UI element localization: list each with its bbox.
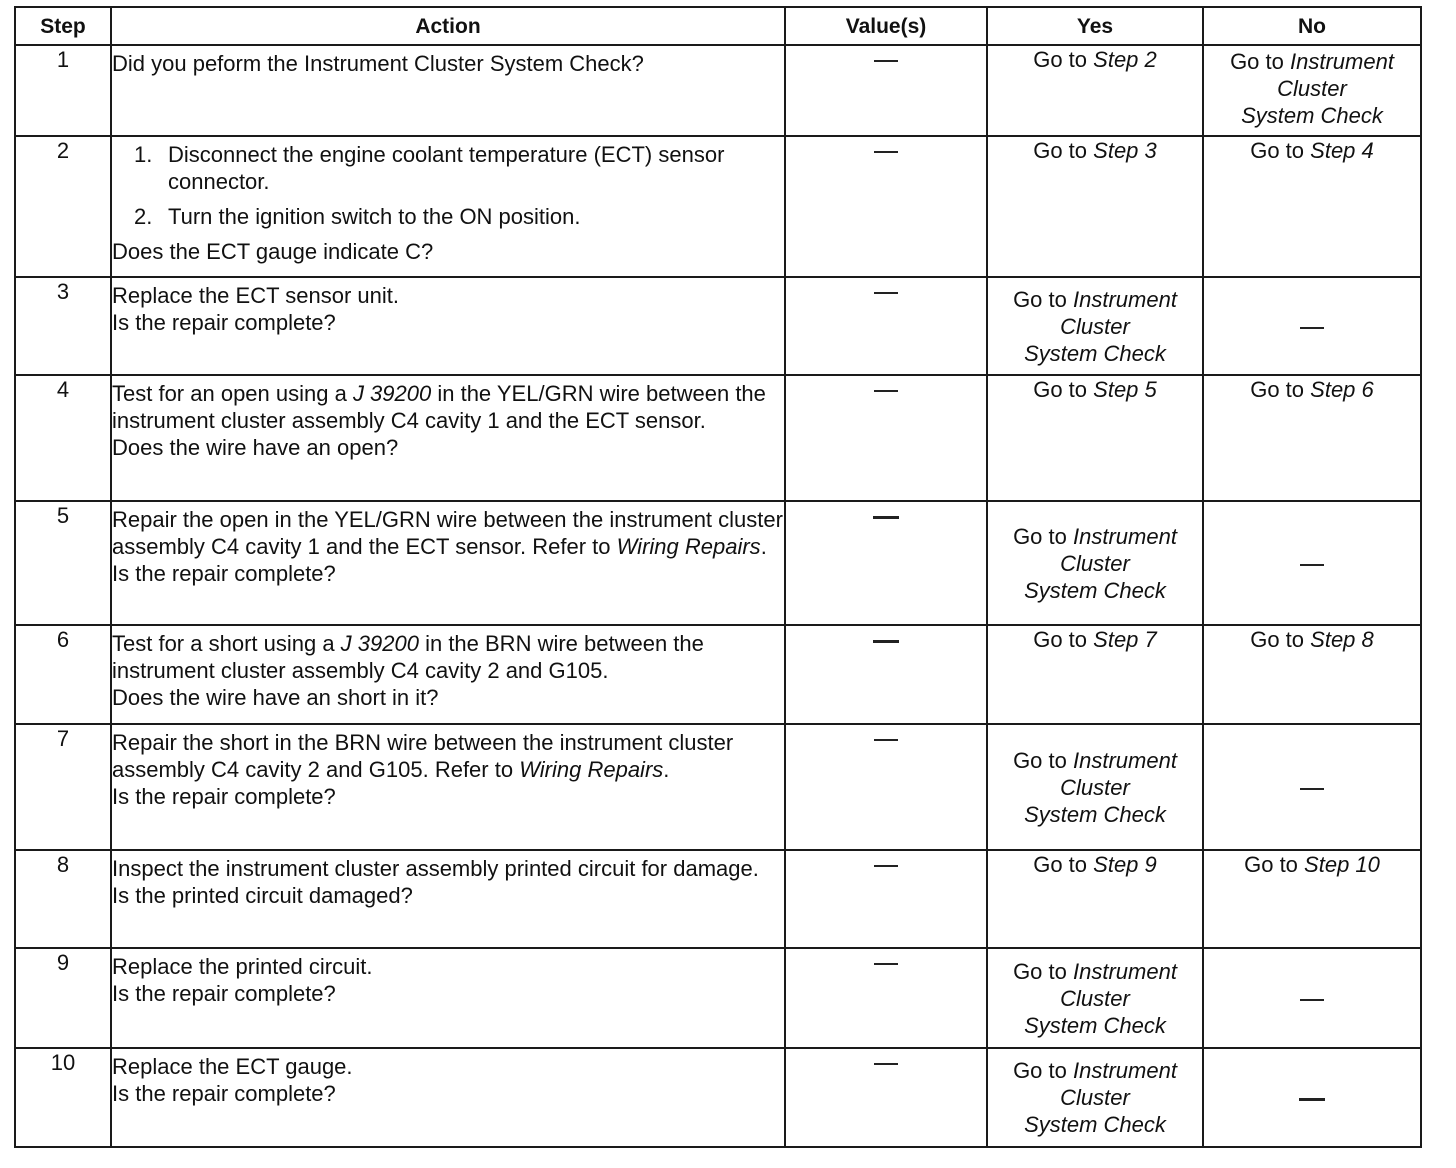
header-row: [15, 7, 1421, 45]
action-text-part: Test for a short using a: [112, 631, 341, 656]
yes-cell: [987, 625, 1203, 724]
goto-label: Go to: [1033, 627, 1088, 652]
action-cell: [111, 45, 785, 136]
table-row: [15, 625, 1421, 724]
no-cell: [1203, 724, 1421, 850]
goto-label: Go to: [1033, 138, 1088, 163]
step-number: 10: [15, 1048, 111, 1147]
goto-cluster[interactable]: Cluster: [1060, 1085, 1130, 1110]
action-text-part: Repair the open in the YEL/GRN wire between the instrument cluster assembly C4 cavity 1 and the ECT sensor. Refer to: [112, 507, 783, 559]
list-item: [134, 203, 784, 230]
dash-mark: [874, 739, 898, 741]
dash-mark: [1300, 327, 1324, 329]
table-row: [15, 850, 1421, 948]
goto-label: Go to: [1250, 377, 1305, 402]
value-cell: [785, 45, 987, 136]
goto-system-check[interactable]: System Check: [1024, 1112, 1166, 1137]
action-cell: [111, 375, 785, 501]
list-item: [134, 141, 784, 195]
action-question: Does the wire have an open?: [112, 435, 399, 460]
no-cell: [1203, 625, 1421, 724]
action-text: Did you peform the Instrument Cluster System Check?: [112, 51, 644, 76]
action-question: Is the repair complete?: [112, 561, 336, 586]
dash-mark: [874, 60, 898, 62]
action-question: Is the repair complete?: [112, 981, 336, 1006]
dash-mark: [874, 151, 898, 153]
goto-cluster[interactable]: Cluster: [1060, 313, 1130, 339]
goto-label: Go to: [1033, 377, 1088, 402]
yes-cell: [987, 948, 1203, 1048]
goto-label: Go to: [1250, 138, 1305, 163]
goto-label: Go to: [1013, 958, 1067, 984]
goto-instrument[interactable]: Instrument: [1073, 1058, 1177, 1083]
step-number: 5: [15, 501, 111, 625]
dash-mark: [874, 390, 898, 392]
no-cell: [1203, 375, 1421, 501]
goto-label: Go to: [1013, 1058, 1067, 1083]
dash-mark: [874, 292, 898, 294]
yes-cell: [987, 375, 1203, 501]
goto-system-check[interactable]: System Check: [1241, 103, 1383, 128]
value-cell: [785, 1048, 987, 1147]
goto-instrument[interactable]: Instrument: [1073, 286, 1177, 312]
action-cell: [111, 625, 785, 724]
tool-ref: J 39200: [352, 381, 432, 406]
wiring-repairs-link[interactable]: Wiring Repairs: [616, 534, 761, 559]
goto-cluster[interactable]: Cluster: [1060, 985, 1130, 1011]
value-cell: [785, 948, 987, 1048]
table-row: [15, 724, 1421, 850]
goto-step-link[interactable]: Step 8: [1310, 627, 1374, 652]
goto-instrument[interactable]: Instrument: [1290, 49, 1394, 74]
header-values: Value(s): [785, 7, 987, 45]
action-text-part: .: [663, 757, 670, 782]
goto-step-link[interactable]: Step 2: [1093, 47, 1157, 72]
goto-label: Go to: [1013, 523, 1067, 549]
yes-cell: [987, 724, 1203, 850]
tool-ref: J 39200: [340, 631, 419, 656]
list-text: Disconnect the engine coolant temperature (ECT) sensor connector.: [168, 142, 725, 194]
action-question: Is the repair complete?: [112, 784, 336, 809]
goto-step-link[interactable]: Step 9: [1093, 852, 1157, 877]
goto-step-link[interactable]: Step 3: [1093, 138, 1157, 163]
header-no: No: [1203, 7, 1421, 45]
step-number: 7: [15, 724, 111, 850]
action-text: [112, 380, 784, 434]
goto-step-link[interactable]: Step 7: [1093, 627, 1157, 652]
dash-mark: [874, 1063, 898, 1065]
action-text: Replace the ECT sensor unit.: [112, 283, 399, 308]
yes-cell: [987, 501, 1203, 625]
no-cell: [1203, 1048, 1421, 1147]
step-number: 9: [15, 948, 111, 1048]
action-cell: [111, 724, 785, 850]
goto-step-link[interactable]: Step 5: [1093, 377, 1157, 402]
goto-system-check[interactable]: System Check: [1024, 1012, 1166, 1038]
action-cell: [111, 501, 785, 625]
goto-label: Go to: [1013, 286, 1067, 312]
dash-mark: [873, 640, 899, 643]
table-row: [15, 277, 1421, 375]
goto-label: Go to: [1230, 49, 1284, 74]
action-text: Inspect the instrument cluster assembly printed circuit for damage.: [112, 856, 759, 881]
dash-mark: [1300, 788, 1324, 790]
no-cell: [1203, 136, 1421, 277]
action-text: [112, 630, 784, 684]
action-cell: [111, 277, 785, 375]
goto-label: Go to: [1244, 852, 1298, 877]
goto-step-link[interactable]: Step 10: [1304, 852, 1380, 877]
action-cell: [111, 948, 785, 1048]
yes-cell: [987, 277, 1203, 375]
value-cell: [785, 501, 987, 625]
action-cell: [111, 1048, 785, 1147]
step-number: 1: [15, 45, 111, 136]
goto-instrument[interactable]: Instrument: [1073, 958, 1177, 984]
goto-system-check[interactable]: System Check: [1024, 577, 1166, 603]
list-text: Turn the ignition switch to the ON position.: [168, 204, 581, 229]
goto-system-check[interactable]: System Check: [1024, 801, 1166, 827]
goto-step-link[interactable]: Step 6: [1310, 377, 1374, 402]
action-text-part: .: [760, 534, 767, 559]
table-row: [15, 136, 1421, 277]
yes-cell: [987, 850, 1203, 948]
goto-label: Go to: [1013, 747, 1067, 773]
value-cell: [785, 136, 987, 277]
ordered-list: [112, 141, 784, 238]
action-question: Is the repair complete?: [112, 310, 336, 335]
action-text-part: Test for an open using a: [112, 381, 353, 406]
yes-cell: [987, 136, 1203, 277]
diagnostic-table: [14, 6, 1422, 1148]
value-cell: [785, 375, 987, 501]
list-number: 1.: [134, 142, 153, 167]
goto-label: Go to: [1033, 47, 1088, 72]
step-number: 3: [15, 277, 111, 375]
goto-label: Go to: [1250, 627, 1305, 652]
value-cell: [785, 625, 987, 724]
action-text-part: in the BRN wire between the instrument cluster assembly C4 cavity 2 and G105.: [112, 631, 704, 683]
action-question: Does the wire have an short in it?: [112, 685, 439, 710]
table-row: [15, 1048, 1421, 1147]
no-cell: [1203, 277, 1421, 375]
yes-cell: [987, 45, 1203, 136]
goto-instrument[interactable]: Instrument: [1073, 523, 1177, 549]
list-number: 2.: [134, 204, 153, 229]
table-row: [15, 45, 1421, 136]
header-action: Action: [111, 7, 785, 45]
action-cell: [111, 136, 785, 277]
value-cell: [785, 724, 987, 850]
action-question: Is the printed circuit damaged?: [112, 883, 413, 908]
action-text: Replace the printed circuit.: [112, 954, 373, 979]
header-step: Step: [15, 7, 111, 45]
action-text-part: in the YEL/GRN wire between the instrument cluster assembly C4 cavity 1 and the ECT sensor.: [112, 381, 766, 433]
goto-cluster[interactable]: Cluster: [1060, 774, 1130, 800]
step-number: 2: [15, 136, 111, 277]
no-cell: [1203, 850, 1421, 948]
action-text: Replace the ECT gauge.: [112, 1054, 353, 1079]
wiring-repairs-link[interactable]: Wiring Repairs: [519, 757, 664, 782]
step-number: 4: [15, 375, 111, 501]
step-number: 6: [15, 625, 111, 724]
dash-mark: [1300, 564, 1324, 566]
goto-label: Go to: [1033, 852, 1088, 877]
action-text-part: Repair the short in the BRN wire between the instrument cluster assembly C4 cavity 2 and G105. Refer to: [112, 730, 734, 782]
dash-mark: [874, 865, 898, 867]
action-cell: [111, 850, 785, 948]
goto-cluster[interactable]: Cluster: [1277, 76, 1347, 101]
value-cell: [785, 277, 987, 375]
table-row: [15, 501, 1421, 625]
table-row: [15, 375, 1421, 501]
header-yes: Yes: [987, 7, 1203, 45]
yes-cell: [987, 1048, 1203, 1147]
action-text: [112, 729, 784, 783]
no-cell: [1203, 948, 1421, 1048]
goto-cluster[interactable]: Cluster: [1060, 550, 1130, 576]
goto-instrument[interactable]: Instrument: [1073, 747, 1177, 773]
no-cell: [1203, 501, 1421, 625]
dash-mark: [1300, 999, 1324, 1001]
dash-mark: [1299, 1098, 1325, 1101]
no-cell: [1203, 45, 1421, 136]
goto-system-check[interactable]: System Check: [1024, 340, 1166, 366]
action-text: [112, 506, 784, 560]
dash-mark: [874, 963, 898, 965]
dash-mark: [873, 516, 899, 519]
value-cell: [785, 850, 987, 948]
action-question: Is the repair complete?: [112, 1081, 336, 1106]
step-number: 8: [15, 850, 111, 948]
goto-step-link[interactable]: Step 4: [1310, 138, 1374, 163]
table-row: [15, 948, 1421, 1048]
action-question: Does the ECT gauge indicate C?: [112, 239, 434, 264]
